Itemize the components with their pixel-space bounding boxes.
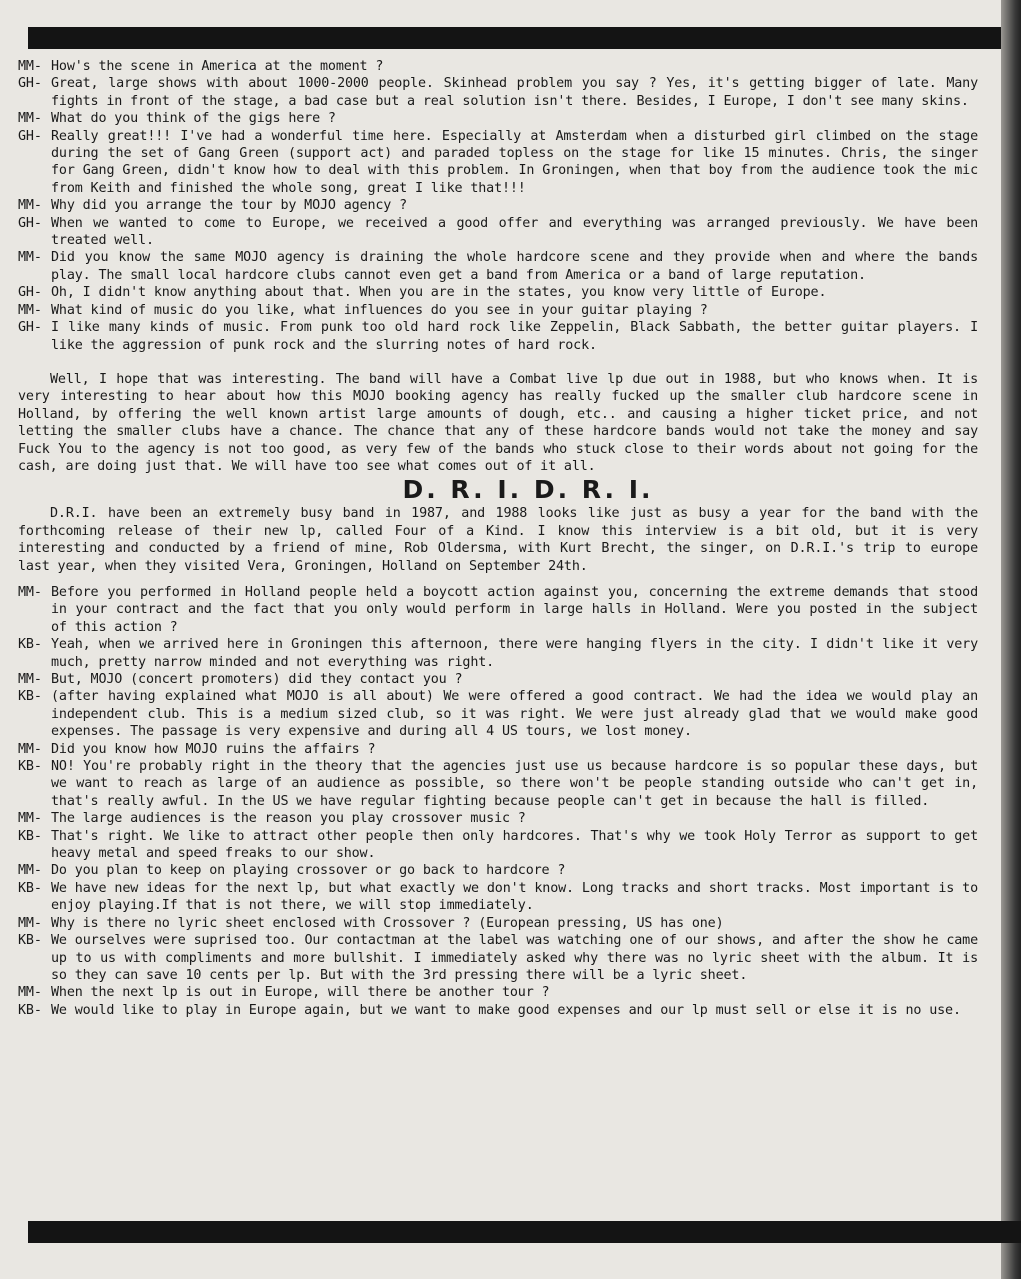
speaker-label: MM- [18, 111, 42, 127]
speaker-label: MM- [18, 584, 42, 600]
dialogue-text: Yeah, when we arrived here in Groningen this afternoon, there were hanging flyers in the city. I didn't like it very much, pretty narrow minded and not everything was right. [51, 637, 978, 670]
dialogue-text: Do you plan to keep on playing crossover or go back to hardcore ? [51, 863, 566, 879]
dialogue-text: Before you performed in Holland people held a boycott action against you, concerning the extreme demands that stood in your contract and the fact that you only would perform in large halls in Holland. Were you posted in the subject of this action ? [51, 584, 978, 635]
dialogue-text: What kind of music do you like, what influences do you see in your guitar playing ? [51, 302, 708, 318]
question-line [18, 584, 978, 636]
speaker-label: GH- [18, 128, 42, 144]
dialogue-text: When the next lp is out in Europe, will there be another tour ? [51, 985, 550, 1001]
closing-paragraph: Well, I hope that was interesting. The band will have a Combat live lp due out in 1988, but who knows when. It is very interesting to hear about how this MOJO booking agency has really fucked up the smaller club hardcore scene in Holland, by offering the well known artist large amounts of dough, etc.. and causing a higher ticket price, and not letting the smaller clubs have a chance. The chance that any of these hardcore bands would not take the money and say Fuck You to the agency is not too good, as very few of the bands who stuck close to their words about not going for the cash, are doing just that. We will have too see what comes out of it all. [18, 371, 978, 474]
dialogue-text: But, MOJO (concert promoters) did they contact you ? [51, 672, 463, 687]
dialogue-text: That's right. We like to attract other people then only hardcores. That's why we took Holy Terror as support to get heavy metal and speed freaks to our show. [51, 828, 978, 862]
speaker-label: MM- [18, 59, 42, 74]
speaker-label: KB- [18, 689, 42, 705]
speaker-label: MM- [18, 198, 42, 214]
speaker-label: KB- [18, 828, 42, 844]
dialogue-text: How's the scene in America at the moment ? [51, 59, 384, 74]
dialogue-text: I like many kinds of music. From punk too old hard rock like Zeppelin, Black Sabbath, the better guitar players. I like the aggression of punk rock and the slurring notes of hard rock. [51, 320, 978, 353]
dialogue-text: Really great!!! I've had a wonderful time here. Especially at Amsterdam when a disturbed girl climbed on the stage during the set of Gang Green (support act) and paraded topless on the stage for like 15 minutes. Chris, the singer for Gang Green, didn't know how to deal with this problem. In Groningen, when that boy from the audience took the mic from Keith and finished the whole song, great I like that!!! [51, 128, 978, 196]
section-title-dri: D. R. I. D. R. I. [402, 475, 654, 505]
dialogue-text: Did you know how MOJO ruins the affairs ? [51, 741, 376, 757]
question-line [18, 197, 978, 214]
question-line [18, 741, 978, 758]
answer-line [18, 636, 978, 671]
dri-intro-paragraph: D.R.I. have been an extremely busy band in 1987, and 1988 looks like just as busy a year for the band with the forthcoming release of their new lp, called Four of a Kind. I know this interview is a bit old, but it is very interesting and conducted by a friend of mine, Rob Oldersma, with Kurt Brecht, the singer, on D.R.I.'s trip to europe last year, when they visited Vera, Groningen, Holland on September 24th. [18, 506, 978, 574]
page-edge-shadow [1001, 0, 1021, 1279]
answer-line [18, 75, 978, 110]
top-black-bar [28, 27, 1021, 49]
question-line [18, 915, 978, 932]
answer-line [18, 932, 978, 984]
dialogue-text: NO! You're probably right in the theory that the agencies just use us because hardcore is so popular these days, but we want to reach as large of an audience as possible, so there won't be people standing outside who can't get in, that's really awful. In the US we have regular fighting because people can't get in because the hall is filled. [51, 759, 978, 809]
speaker-label: GH- [18, 76, 42, 92]
dialogue-text: What do you think of the gigs here ? [51, 111, 336, 127]
dialogue-text: Why is there no lyric sheet enclosed with Crossover ? (European pressing, US has one) [51, 915, 724, 931]
speaker-label: MM- [18, 672, 42, 687]
dialogue-text: The large audiences is the reason you play crossover music ? [51, 811, 526, 827]
answer-line [18, 688, 978, 740]
dialogue-text: When we wanted to come to Europe, we received a good offer and everything was arranged previously. We have been treated well. [51, 215, 978, 249]
question-line [18, 249, 978, 284]
speaker-label: KB- [18, 637, 42, 653]
question-line [18, 862, 978, 879]
dialogue-text: Great, large shows with about 1000-2000 people. Skinhead problem you say ? Yes, it's getting bigger of late. Many fights in front of the stage, a bad case but a real solution isn't there. Besides, I Europe, I don't see many skins. [51, 76, 978, 109]
dialogue-text: Did you know the same MOJO agency is draining the whole hardcore scene and they provide when and where the bands play. The small local hardcore clubs cannot even get a band from America or a band of large reputation. [51, 250, 978, 283]
question-line [18, 984, 978, 1001]
speaker-label: MM- [18, 302, 42, 318]
dialogue-text: Why did you arrange the tour by MOJO agency ? [51, 198, 408, 214]
question-line [18, 58, 978, 75]
speaker-label: GH- [18, 320, 42, 336]
speaker-label: GH- [18, 285, 42, 301]
interview-dri [18, 584, 978, 1019]
interview-gang-green [18, 58, 978, 354]
speaker-label: MM- [18, 741, 42, 757]
question-line [18, 110, 978, 127]
answer-line [18, 215, 978, 250]
answer-line [18, 880, 978, 915]
question-line [18, 810, 978, 827]
speaker-label: KB- [18, 1002, 42, 1018]
speaker-label: KB- [18, 759, 42, 775]
speaker-label: GH- [18, 215, 42, 231]
speaker-label: KB- [18, 880, 42, 896]
dialogue-text: We would like to play in Europe again, but we want to make good expenses and our lp must sell or else it is no use. [51, 1002, 961, 1018]
answer-line [18, 828, 978, 863]
speaker-label: MM- [18, 863, 42, 879]
answer-line [18, 758, 978, 810]
dialogue-text: Oh, I didn't know anything about that. When you are in the states, you know very little of Europe. [51, 285, 827, 301]
answer-line [18, 1002, 978, 1019]
dialogue-text: We ourselves were suprised too. Our contactman at the label was watching one of our shows, and after the show he came up to us with compliments and more bullshit. I immediately asked why there was no lyric sheet with the album. It is so they can save 10 cents per lp. But with the 3rd pressing there will be a lyric sheet. [51, 933, 978, 983]
answer-line [18, 319, 978, 354]
speaker-label: MM- [18, 915, 42, 931]
speaker-label: KB- [18, 933, 42, 949]
answer-line [18, 128, 978, 198]
dialogue-text: (after having explained what MOJO is all about) We were offered a good contract. We had the idea we would play an independent club. This is a medium sized club, so it was right. We were just already glad that we would make good expenses. The passage is very expensive and during all 4 US tours, we lost money. [51, 689, 978, 740]
bottom-black-bar [28, 1221, 1021, 1243]
speaker-label: MM- [18, 985, 42, 1001]
dialogue-text: We have new ideas for the next lp, but what exactly we don't know. Long tracks and short tracks. Most important is to enjoy playing.If that is not there, we will stop immediately. [51, 880, 978, 914]
answer-line [18, 284, 978, 301]
speaker-label: MM- [18, 811, 42, 827]
article-body [18, 58, 978, 1019]
speaker-label: MM- [18, 250, 42, 266]
question-line [18, 302, 978, 319]
question-line [18, 671, 978, 688]
